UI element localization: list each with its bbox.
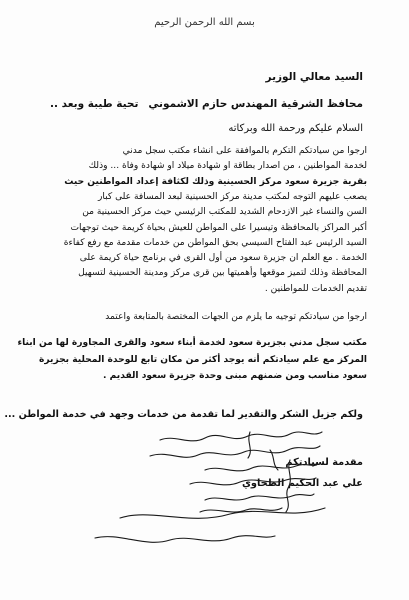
- sender-name: علي عبد الحكيم الطحاوي: [241, 478, 363, 489]
- body-line: المحافظة وذلك لتميز موقعها وأهميتها بين قرى مركز ومدينة الحسينية لتسهيل: [78, 268, 367, 278]
- body-line: تقديم الخدمات للمواطنين .: [264, 284, 367, 294]
- basmala: بسم الله الرحمن الرحيم: [154, 17, 255, 28]
- body-line: أكبر المراكز بالمحافظة وتيسيرا على المواطن للعيش بحياة كريمة حيث توجهات: [70, 223, 367, 233]
- presented-by: مقدمة لسيادتكم: [285, 457, 363, 468]
- body-line: الخدمة . مع العلم ان جزيرة سعود من أول القرى في برنامج حياة كريمة على: [79, 253, 367, 263]
- closing-line: ولكم جزيل الشكر والتقدير لما تقدمة من خدمات وجهد في خدمة المواطن ...: [4, 409, 363, 420]
- addressee-minister: السيد معالي الوزير: [265, 71, 363, 83]
- body2-line: المركز مع علم سيادتكم أنه يوجد أكثر من مكان تابع للوحدة المحلية بجزيرة: [39, 355, 367, 365]
- addressee-governor: محافظ الشرقية المهندس حازم الاشموني: [148, 98, 363, 110]
- body2-line: مكتب سجل مدني بجزيرة سعود لخدمة أبناء سعود والقرى المجاورة لها من ابناء: [17, 338, 367, 348]
- body2-line: سعود مناسب ومن ضمنهم مبنى وحدة جزيرة سعود القديم .: [103, 371, 367, 381]
- body-line: لخدمة المواطنين ، من اصدار بطاقة او شهادة ميلاد او شهادة وفاة ... وذلك: [88, 161, 367, 171]
- body2-line: ارجوا من سيادتكم توجيه ما يلزم من الجهات المختصة بالمتابعة واعتمد: [105, 312, 367, 322]
- body-line: السيد الرئيس عبد الفتاح السيسي بحق المواطن من خدمات مقدمة مع رفع كفاءة: [63, 238, 367, 248]
- greeting-short: تحية طيبة وبعد ..: [50, 98, 139, 110]
- salam-line: السلام عليكم ورحمة الله وبركاته: [228, 123, 363, 134]
- body-line: بقرية جزيرة سعود مركز الحسينية وذلك لكثافة إعداد المواطنين حيث: [64, 177, 367, 187]
- body-line: ارجوا من سيادتكم التكرم بالموافقة على انشاء مكتب سجل مدني: [122, 146, 367, 156]
- body-line: السن والنساء غير الازدحام الشديد للمكتب الرئيسي حيث مركز الحسينية من: [82, 207, 367, 217]
- body-line: يصعب عليهم التوجه لمكتب مدينة مركز الحسينية لبعد المسافة على كبار: [97, 192, 367, 202]
